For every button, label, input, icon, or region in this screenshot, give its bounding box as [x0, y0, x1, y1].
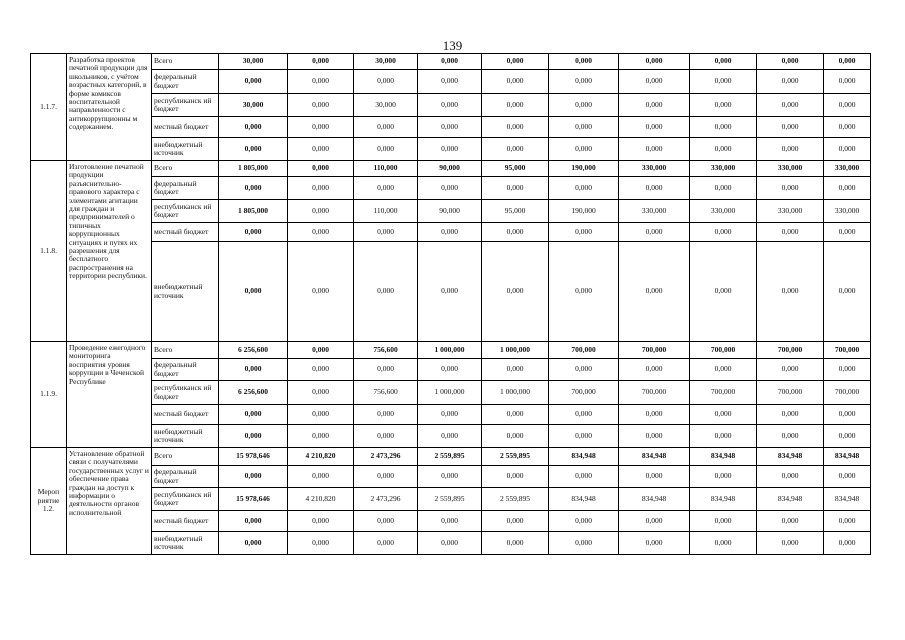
- year-amount-cell: 700,000: [690, 381, 757, 405]
- total-amount-cell: 0,000: [219, 138, 288, 161]
- year-amount-cell: 0,000: [418, 223, 482, 242]
- measure-code: Мероп риятие 1.2.: [31, 448, 67, 555]
- year-amount-cell: 0,000: [418, 425, 482, 448]
- total-amount-cell: 30,000: [219, 94, 288, 117]
- year-amount-cell: 0,000: [690, 54, 757, 70]
- year-amount-cell: 0,000: [288, 381, 354, 405]
- year-amount-cell: 0,000: [757, 425, 824, 448]
- year-amount-cell: 0,000: [354, 425, 418, 448]
- year-amount-cell: 30,000: [354, 94, 418, 117]
- funding-source: внебюджетный источник: [152, 532, 219, 555]
- funding-source: Всего: [152, 342, 219, 359]
- table-row: [31, 488, 871, 511]
- year-amount-cell: 834,948: [549, 448, 619, 466]
- year-amount-cell: 700,000: [549, 342, 619, 359]
- year-amount-cell: 0,000: [549, 405, 619, 425]
- year-amount-cell: 2 559,895: [482, 448, 549, 466]
- year-amount-cell: 0,000: [690, 94, 757, 117]
- year-amount-cell: 0,000: [288, 342, 354, 359]
- year-amount-cell: 0,000: [619, 70, 690, 94]
- funding-source: внебюджетный источник: [152, 425, 219, 448]
- funding-source: внебюджетный источник: [152, 242, 219, 342]
- year-amount-cell: 0,000: [549, 117, 619, 138]
- year-amount-cell: 700,000: [619, 381, 690, 405]
- year-amount-cell: 0,000: [288, 425, 354, 448]
- year-amount-cell: 0,000: [482, 177, 549, 200]
- year-amount-cell: 0,000: [757, 466, 824, 488]
- year-amount-cell: 1 000,000: [482, 381, 549, 405]
- year-amount-cell: 0,000: [418, 70, 482, 94]
- budget-table: [30, 53, 871, 555]
- year-amount-cell: 0,000: [690, 359, 757, 381]
- year-amount-cell: 0,000: [418, 405, 482, 425]
- table-row-total: [31, 342, 871, 359]
- year-amount-cell: 110,000: [354, 200, 418, 223]
- total-amount-cell: 6 256,600: [219, 381, 288, 405]
- table-row-total: [31, 448, 871, 466]
- year-amount-cell: 0,000: [354, 242, 418, 342]
- total-amount-cell: 0,000: [219, 466, 288, 488]
- year-amount-cell: 700,000: [757, 342, 824, 359]
- funding-source: республиканск ий бюджет: [152, 200, 219, 223]
- year-amount-cell: 2 559,895: [418, 448, 482, 466]
- total-amount-cell: 0,000: [219, 425, 288, 448]
- year-amount-cell: 0,000: [824, 425, 871, 448]
- funding-source: местный бюджет: [152, 223, 219, 242]
- year-amount-cell: 0,000: [549, 223, 619, 242]
- table-row: [31, 138, 871, 161]
- year-amount-cell: 0,000: [482, 223, 549, 242]
- year-amount-cell: 0,000: [288, 511, 354, 532]
- year-amount-cell: 0,000: [757, 511, 824, 532]
- year-amount-cell: 0,000: [549, 425, 619, 448]
- total-amount-cell: 0,000: [219, 70, 288, 94]
- funding-source: Всего: [152, 54, 219, 70]
- year-amount-cell: 2 473,296: [354, 488, 418, 511]
- total-amount-cell: 30,000: [219, 54, 288, 70]
- year-amount-cell: 2 559,895: [418, 488, 482, 511]
- year-amount-cell: 0,000: [549, 242, 619, 342]
- year-amount-cell: 0,000: [824, 405, 871, 425]
- year-amount-cell: 0,000: [619, 466, 690, 488]
- year-amount-cell: 834,948: [619, 448, 690, 466]
- year-amount-cell: 834,948: [690, 448, 757, 466]
- year-amount-cell: 0,000: [619, 359, 690, 381]
- year-amount-cell: 0,000: [354, 70, 418, 94]
- year-amount-cell: 0,000: [549, 532, 619, 555]
- year-amount-cell: 330,000: [690, 200, 757, 223]
- funding-source: республиканск ий бюджет: [152, 488, 219, 511]
- year-amount-cell: 330,000: [757, 161, 824, 177]
- year-amount-cell: 0,000: [757, 242, 824, 342]
- year-amount-cell: 330,000: [619, 200, 690, 223]
- year-amount-cell: 330,000: [690, 161, 757, 177]
- funding-source: Всего: [152, 448, 219, 466]
- year-amount-cell: 0,000: [288, 359, 354, 381]
- total-amount-cell: 15 978,646: [219, 448, 288, 466]
- year-amount-cell: 0,000: [619, 138, 690, 161]
- total-amount-cell: 1 805,000: [219, 161, 288, 177]
- funding-source: федеральный бюджет: [152, 177, 219, 200]
- year-amount-cell: 0,000: [690, 511, 757, 532]
- year-amount-cell: 4 210,820: [288, 448, 354, 466]
- year-amount-cell: 0,000: [418, 532, 482, 555]
- year-amount-cell: 330,000: [619, 161, 690, 177]
- total-amount-cell: 0,000: [219, 117, 288, 138]
- table-row-total: [31, 161, 871, 177]
- year-amount-cell: 110,000: [354, 161, 418, 177]
- funding-source: Всего: [152, 161, 219, 177]
- year-amount-cell: 0,000: [549, 94, 619, 117]
- year-amount-cell: 834,948: [619, 488, 690, 511]
- year-amount-cell: 0,000: [288, 532, 354, 555]
- year-amount-cell: 0,000: [619, 511, 690, 532]
- year-amount-cell: 0,000: [549, 466, 619, 488]
- year-amount-cell: 0,000: [482, 54, 549, 70]
- funding-source: местный бюджет: [152, 511, 219, 532]
- year-amount-cell: 0,000: [354, 511, 418, 532]
- year-amount-cell: 0,000: [690, 177, 757, 200]
- year-amount-cell: 0,000: [619, 532, 690, 555]
- year-amount-cell: 0,000: [418, 466, 482, 488]
- year-amount-cell: 0,000: [549, 54, 619, 70]
- year-amount-cell: 0,000: [418, 138, 482, 161]
- total-amount-cell: 1 805,000: [219, 200, 288, 223]
- year-amount-cell: 0,000: [549, 138, 619, 161]
- year-amount-cell: 0,000: [482, 70, 549, 94]
- year-amount-cell: 834,948: [824, 488, 871, 511]
- year-amount-cell: 0,000: [288, 223, 354, 242]
- year-amount-cell: 0,000: [288, 200, 354, 223]
- year-amount-cell: 0,000: [757, 359, 824, 381]
- year-amount-cell: 90,000: [418, 200, 482, 223]
- year-amount-cell: 700,000: [824, 342, 871, 359]
- table-row: [31, 200, 871, 223]
- year-amount-cell: 0,000: [824, 94, 871, 117]
- table-row: [31, 177, 871, 200]
- year-amount-cell: 0,000: [619, 223, 690, 242]
- year-amount-cell: 700,000: [757, 381, 824, 405]
- year-amount-cell: 0,000: [288, 117, 354, 138]
- year-amount-cell: 0,000: [549, 359, 619, 381]
- year-amount-cell: 0,000: [288, 70, 354, 94]
- funding-source: федеральный бюджет: [152, 359, 219, 381]
- year-amount-cell: 834,948: [757, 488, 824, 511]
- measure-description: Установление обратной связи с получателями государственных услуг и обеспечение права граждан на доступ к информации о деятельности органов исполнительной: [67, 448, 152, 555]
- year-amount-cell: 0,000: [619, 405, 690, 425]
- table-row: [31, 405, 871, 425]
- year-amount-cell: 0,000: [418, 359, 482, 381]
- year-amount-cell: 0,000: [354, 466, 418, 488]
- year-amount-cell: 0,000: [757, 138, 824, 161]
- year-amount-cell: 0,000: [824, 70, 871, 94]
- year-amount-cell: 330,000: [757, 200, 824, 223]
- year-amount-cell: 0,000: [757, 94, 824, 117]
- year-amount-cell: 0,000: [824, 117, 871, 138]
- year-amount-cell: 0,000: [619, 242, 690, 342]
- year-amount-cell: 0,000: [690, 138, 757, 161]
- table-row: [31, 466, 871, 488]
- year-amount-cell: 0,000: [757, 532, 824, 555]
- year-amount-cell: 0,000: [824, 466, 871, 488]
- year-amount-cell: 1 000,000: [418, 342, 482, 359]
- year-amount-cell: 0,000: [757, 70, 824, 94]
- year-amount-cell: 0,000: [824, 138, 871, 161]
- total-amount-cell: 0,000: [219, 177, 288, 200]
- year-amount-cell: 700,000: [549, 381, 619, 405]
- year-amount-cell: 0,000: [354, 138, 418, 161]
- year-amount-cell: 0,000: [690, 70, 757, 94]
- year-amount-cell: 0,000: [418, 511, 482, 532]
- year-amount-cell: 0,000: [824, 359, 871, 381]
- year-amount-cell: 0,000: [690, 223, 757, 242]
- total-amount-cell: 0,000: [219, 359, 288, 381]
- page-number: 139: [442, 38, 463, 53]
- year-amount-cell: 0,000: [619, 117, 690, 138]
- year-amount-cell: 700,000: [824, 381, 871, 405]
- year-amount-cell: 0,000: [482, 511, 549, 532]
- year-amount-cell: 330,000: [824, 200, 871, 223]
- funding-source: республиканск ий бюджет: [152, 94, 219, 117]
- year-amount-cell: 0,000: [619, 54, 690, 70]
- year-amount-cell: 0,000: [418, 117, 482, 138]
- table-row: [31, 511, 871, 532]
- table-row: [31, 94, 871, 117]
- year-amount-cell: 0,000: [549, 177, 619, 200]
- funding-source: местный бюджет: [152, 117, 219, 138]
- year-amount-cell: 0,000: [482, 405, 549, 425]
- year-amount-cell: 0,000: [824, 242, 871, 342]
- table-row: [31, 381, 871, 405]
- year-amount-cell: 0,000: [354, 223, 418, 242]
- total-amount-cell: 6 256,600: [219, 342, 288, 359]
- year-amount-cell: 0,000: [288, 177, 354, 200]
- table-row: [31, 532, 871, 555]
- year-amount-cell: 0,000: [549, 511, 619, 532]
- year-amount-cell: 0,000: [757, 117, 824, 138]
- year-amount-cell: 0,000: [824, 511, 871, 532]
- year-amount-cell: 700,000: [690, 342, 757, 359]
- year-amount-cell: 90,000: [418, 161, 482, 177]
- total-amount-cell: 15 978,646: [219, 488, 288, 511]
- total-amount-cell: 0,000: [219, 242, 288, 342]
- year-amount-cell: 0,000: [757, 223, 824, 242]
- year-amount-cell: 330,000: [824, 161, 871, 177]
- year-amount-cell: 0,000: [288, 405, 354, 425]
- year-amount-cell: 0,000: [690, 242, 757, 342]
- funding-source: республиканск ий бюджет: [152, 381, 219, 405]
- measure-description: Разработка проектов печатной продукции для школьников, с учётом возрастных категорий, в форме комиксов воспитательной направленности с антикоррупционны м содержанием.: [67, 54, 152, 161]
- year-amount-cell: 0,000: [288, 161, 354, 177]
- year-amount-cell: 834,948: [549, 488, 619, 511]
- table-row: [31, 117, 871, 138]
- measure-code: 1.1.9.: [31, 342, 67, 448]
- year-amount-cell: 0,000: [824, 223, 871, 242]
- funding-source: федеральный бюджет: [152, 70, 219, 94]
- table-row: [31, 223, 871, 242]
- year-amount-cell: 0,000: [482, 466, 549, 488]
- year-amount-cell: 0,000: [482, 94, 549, 117]
- year-amount-cell: 0,000: [482, 138, 549, 161]
- total-amount-cell: 0,000: [219, 532, 288, 555]
- total-amount-cell: 0,000: [219, 511, 288, 532]
- year-amount-cell: 0,000: [482, 359, 549, 381]
- year-amount-cell: 0,000: [757, 54, 824, 70]
- measure-description: Изготовление печатной продукции разъяснительно-правового характера с элементами агитации для граждан и предпринимателей о типичных коррупционных ситуациях и путях их разрешения для бесплатного распространения на территории республики.: [67, 161, 152, 342]
- year-amount-cell: 190,000: [549, 161, 619, 177]
- year-amount-cell: 0,000: [757, 177, 824, 200]
- year-amount-cell: 834,948: [757, 448, 824, 466]
- year-amount-cell: 2 559,895: [482, 488, 549, 511]
- year-amount-cell: 0,000: [619, 177, 690, 200]
- year-amount-cell: 0,000: [354, 359, 418, 381]
- year-amount-cell: 0,000: [619, 94, 690, 117]
- total-amount-cell: 0,000: [219, 223, 288, 242]
- year-amount-cell: 0,000: [690, 425, 757, 448]
- table-row: [31, 242, 871, 342]
- year-amount-cell: 2 473,296: [354, 448, 418, 466]
- year-amount-cell: 0,000: [482, 117, 549, 138]
- table-row-total: [31, 54, 871, 70]
- year-amount-cell: 0,000: [482, 242, 549, 342]
- year-amount-cell: 95,000: [482, 161, 549, 177]
- total-amount-cell: 0,000: [219, 405, 288, 425]
- table-row: [31, 359, 871, 381]
- funding-source: федеральный бюджет: [152, 466, 219, 488]
- year-amount-cell: 756,600: [354, 342, 418, 359]
- year-amount-cell: 0,000: [288, 466, 354, 488]
- funding-source: внебюджетный источник: [152, 138, 219, 161]
- year-amount-cell: 0,000: [757, 405, 824, 425]
- year-amount-cell: 0,000: [288, 54, 354, 70]
- year-amount-cell: 95,000: [482, 200, 549, 223]
- table-row: [31, 70, 871, 94]
- year-amount-cell: 700,000: [619, 342, 690, 359]
- year-amount-cell: 834,948: [824, 448, 871, 466]
- year-amount-cell: 0,000: [288, 94, 354, 117]
- year-amount-cell: 0,000: [418, 177, 482, 200]
- measure-code: 1.1.8.: [31, 161, 67, 342]
- funding-source: местный бюджет: [152, 405, 219, 425]
- measure-description: Проведение ежегодного мониторинга восприятия уровня коррупции в Чеченской Республике: [67, 342, 152, 448]
- year-amount-cell: 1 000,000: [482, 342, 549, 359]
- year-amount-cell: 0,000: [824, 532, 871, 555]
- year-amount-cell: 0,000: [824, 54, 871, 70]
- year-amount-cell: 834,948: [690, 488, 757, 511]
- year-amount-cell: 0,000: [418, 242, 482, 342]
- year-amount-cell: 0,000: [482, 532, 549, 555]
- year-amount-cell: 30,000: [354, 54, 418, 70]
- year-amount-cell: 0,000: [354, 405, 418, 425]
- measure-code: 1.1.7.: [31, 54, 67, 161]
- year-amount-cell: 756,600: [354, 381, 418, 405]
- year-amount-cell: 0,000: [288, 138, 354, 161]
- year-amount-cell: 0,000: [690, 532, 757, 555]
- year-amount-cell: 190,000: [549, 200, 619, 223]
- year-amount-cell: 0,000: [288, 242, 354, 342]
- table-row: [31, 425, 871, 448]
- year-amount-cell: 0,000: [354, 117, 418, 138]
- year-amount-cell: 0,000: [354, 532, 418, 555]
- year-amount-cell: 0,000: [418, 54, 482, 70]
- year-amount-cell: 0,000: [418, 94, 482, 117]
- year-amount-cell: 0,000: [824, 177, 871, 200]
- year-amount-cell: 0,000: [354, 177, 418, 200]
- year-amount-cell: 0,000: [619, 425, 690, 448]
- year-amount-cell: 0,000: [690, 405, 757, 425]
- year-amount-cell: 0,000: [482, 425, 549, 448]
- year-amount-cell: 0,000: [690, 117, 757, 138]
- year-amount-cell: 0,000: [549, 70, 619, 94]
- year-amount-cell: 0,000: [690, 466, 757, 488]
- year-amount-cell: 4 210,820: [288, 488, 354, 511]
- year-amount-cell: 1 000,000: [418, 381, 482, 405]
